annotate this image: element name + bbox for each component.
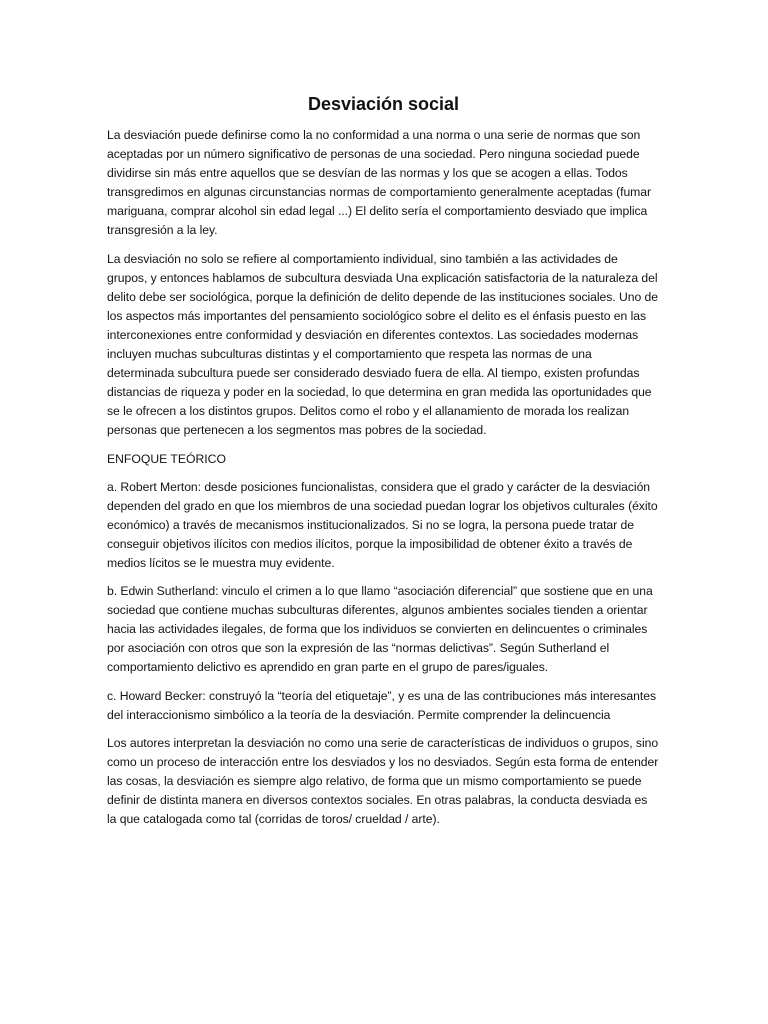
paragraph-definition: La desviación puede definirse como la no conformidad a una norma o una serie de normas que son aceptadas por un número significativo de personas de una sociedad. Pero ninguna sociedad puede dividirse sin más entre aquellos que se desvían de las normas y los que se acogen a ellas. Todos transgredimos en algunas circunstancias normas de comportamiento generalmente aceptadas (fumar mariguana, comprar alcohol sin edad legal ...) El delito sería el comportamiento desviado que implica transgresión a la ley. [107,128,652,238]
paragraph-subculture: La desviación no solo se refiere al comportamiento individual, sino también a las actividades de grupos, y entonces hablamos de subcultura desviada Una explicación satisfactoria de la naturaleza del delito debe ser sociológica, porque la definición de delito depende de las instituciones sociales. Uno de los aspectos más importantes del pensamiento sociológico sobre el delito es el énfasis puesto en las interconexiones entre conformidad y desviación en diferentes contextos. Las sociedades modernas incluyen muchas subculturas distintas y el comportamiento que respeta las normas de una determinada subcultura puede ser considerado desviado fuera de ella. Al tiempo, existen profundas distancias de riqueza y poder en la sociedad, lo que determina en gran medida las oportunidades que se le ofrecen a los distintos grupos. Delitos como el robo y el allanamiento de morada los realizan personas que pertenecen a los segmentos mas pobres de la sociedad. [107,251,659,438]
document-page [107,92,660,838]
document-title: Desviación social [307,94,460,114]
section-heading-enfoque-teorico: ENFOQUE TEÓRICO [107,451,226,466]
paragraph-sutherland: b. Edwin Sutherland: vinculo el crimen a lo que llamo “asociación diferencial” que sostiene que en una sociedad que contiene muchas subculturas diferentes, algunos ambientes sociales tienden a orientar hacia las actividades ilegales, de forma que los individuos se convierten en delincuentes o criminales por asociación con otros que son la expresión de las “normas delictivas”. Según Sutherland el comportamiento delictivo es aprendido en gran parte en el grupo de pares/iguales. [107,584,653,675]
paragraph-merton: a. Robert Merton: desde posiciones funcionalistas, considera que el grado y carácter de la desviación dependen del grado en que los miembros de una sociedad puedan lograr los objetivos culturales (éxito económico) a través de mecanismos institucionalizados. Si no se logra, la persona puede tratar de conseguir objetivos ilícitos con medios ilícitos, porque la imposibilidad de obtener éxito a través de medios lícitos se le muestra muy evidente. [107,479,658,570]
paragraph-authors-interpretation: Los autores interpretan la desviación no como una serie de características de individuos o grupos, sino como un proceso de interacción entre los desviados y los no desviados. Según esta forma de entender las cosas, la desviación es siempre algo relativo, de forma que un mismo comportamiento se puede definir de distinta manera en diversos contextos sociales. En otras palabras, la conducta desviada es la que catalogada como tal (corridas de toros/ crueldad / arte). [107,735,659,827]
paragraph-becker: c. Howard Becker: construyó la “teoría del etiquetaje”, y es una de las contribuciones más interesantes del interaccionismo simbólico a la teoría de la desviación. Permite comprender la delincuencia [107,688,656,722]
